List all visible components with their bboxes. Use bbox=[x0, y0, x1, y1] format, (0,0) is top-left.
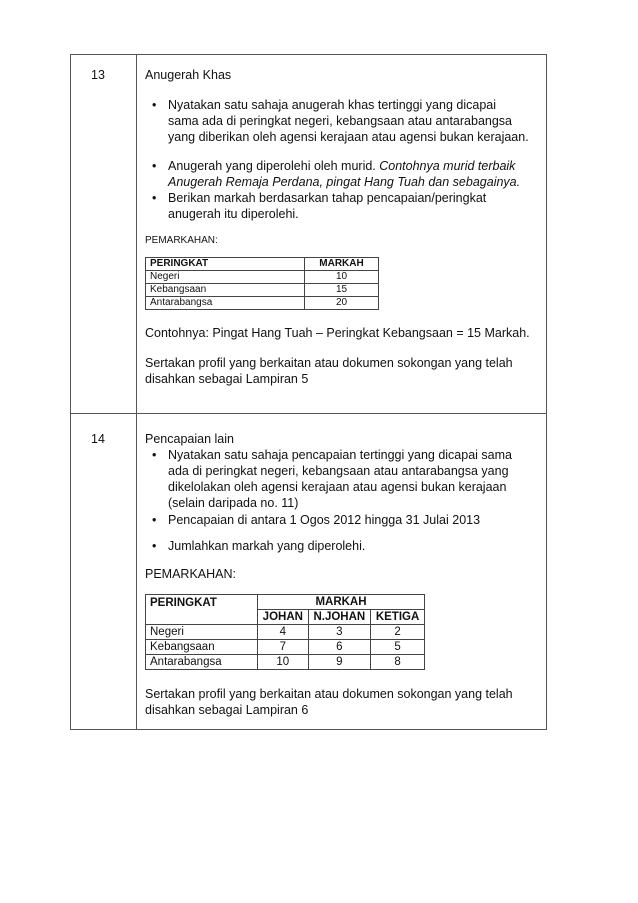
table-row bbox=[146, 297, 379, 310]
row-number: 14 bbox=[91, 432, 105, 446]
table-row bbox=[146, 625, 425, 640]
pemarkahan-label: PEMARKAHAN: bbox=[145, 567, 236, 581]
table-cell: 10 bbox=[305, 271, 379, 284]
bullet-text: (selain daripada no. 11) bbox=[168, 496, 299, 510]
table-header: MARKAH bbox=[258, 595, 425, 610]
footer-text: Sertakan profil yang berkaitan atau dokumen sokongan yang telah bbox=[145, 356, 513, 370]
table-row bbox=[146, 271, 379, 284]
table-cell: 10 bbox=[258, 655, 309, 670]
bullet-text: yang diberikan oleh agensi kerajaan atau agensi bukan kerajaan. bbox=[168, 130, 529, 144]
table-subheader: N.JOHAN bbox=[308, 610, 370, 625]
table-header: PERINGKAT bbox=[146, 258, 305, 271]
bullet-text: Jumlahkan markah yang diperolehi. bbox=[168, 539, 366, 553]
table-subheader: JOHAN bbox=[258, 610, 309, 625]
footer-text: disahkan sebagai Lampiran 5 bbox=[145, 372, 309, 386]
table-cell: Antarabangsa bbox=[146, 297, 305, 310]
bullet-text: dikelolakan oleh agensi kerajaan atau agensi bukan kerajaan bbox=[168, 480, 507, 494]
example-text: Contohnya: Pingat Hang Tuah – Peringkat Kebangsaan = 15 Markah. bbox=[145, 326, 530, 340]
table-cell: 7 bbox=[258, 640, 309, 655]
bullet-text: sama ada di peringkat negeri, kebangsaan atau antarabangsa bbox=[168, 114, 513, 128]
table-cell: Kebangsaan bbox=[146, 640, 258, 655]
table-cell: Negeri bbox=[146, 271, 305, 284]
score-table bbox=[145, 257, 379, 310]
row-title: Pencapaian lain bbox=[145, 432, 234, 446]
table-header-row bbox=[146, 595, 425, 610]
table-cell: Antarabangsa bbox=[146, 655, 258, 670]
table-header-row bbox=[146, 258, 379, 271]
bullet-text: Berikan markah berdasarkan tahap pencapaian/peringkat bbox=[168, 191, 487, 205]
bullet-icon: • bbox=[152, 513, 157, 527]
table-cell: 20 bbox=[305, 297, 379, 310]
row-title: Anugerah Khas bbox=[145, 68, 232, 82]
pemarkahan-label: PEMARKAHAN: bbox=[145, 235, 218, 246]
table-cell: 4 bbox=[258, 625, 309, 640]
table-row bbox=[146, 640, 425, 655]
bullet-icon: • bbox=[152, 98, 157, 112]
bullet-icon: • bbox=[152, 191, 157, 205]
row-number: 13 bbox=[91, 68, 105, 82]
table-row bbox=[146, 284, 379, 297]
bullet-text: Nyatakan satu sahaja pencapaian tertinggi yang dicapai sama bbox=[168, 448, 512, 462]
score-table bbox=[145, 594, 425, 670]
bullet-icon: • bbox=[152, 448, 157, 462]
bullet-icon: • bbox=[152, 159, 157, 173]
table-cell: 9 bbox=[308, 655, 370, 670]
table-cell: 15 bbox=[305, 284, 379, 297]
row-divider bbox=[70, 413, 547, 414]
table-cell: Kebangsaan bbox=[146, 284, 305, 297]
table-subheader: KETIGA bbox=[371, 610, 425, 625]
bullet-text: ada di peringkat negeri, kebangsaan atau antarabangsa yang bbox=[168, 464, 509, 478]
table-header: MARKAH bbox=[305, 258, 379, 271]
footer-text: Sertakan profil yang berkaitan atau dokumen sokongan yang telah bbox=[145, 687, 513, 701]
table-cell: 6 bbox=[308, 640, 370, 655]
table-row bbox=[146, 655, 425, 670]
bullet-text: anugerah itu diperolehi. bbox=[168, 207, 299, 221]
column-divider bbox=[136, 54, 137, 730]
table-header: PERINGKAT bbox=[146, 595, 258, 625]
table-cell: 8 bbox=[371, 655, 425, 670]
bullet-text: Anugerah Remaja Perdana, pingat Hang Tuah dan sebagainya. bbox=[168, 175, 521, 189]
bullet-text: Nyatakan satu sahaja anugerah khas tertinggi yang dicapai bbox=[168, 98, 496, 112]
bullet-text: Pencapaian di antara 1 Ogos 2012 hingga 31 Julai 2013 bbox=[168, 513, 481, 527]
table-cell: 5 bbox=[371, 640, 425, 655]
bullet-icon: • bbox=[152, 539, 157, 553]
footer-text: disahkan sebagai Lampiran 6 bbox=[145, 703, 309, 717]
bullet-text: Anugerah yang diperolehi oleh murid. Contohnya murid terbaik bbox=[168, 159, 516, 173]
table-cell: 3 bbox=[308, 625, 370, 640]
table-cell: 2 bbox=[371, 625, 425, 640]
table-cell: Negeri bbox=[146, 625, 258, 640]
